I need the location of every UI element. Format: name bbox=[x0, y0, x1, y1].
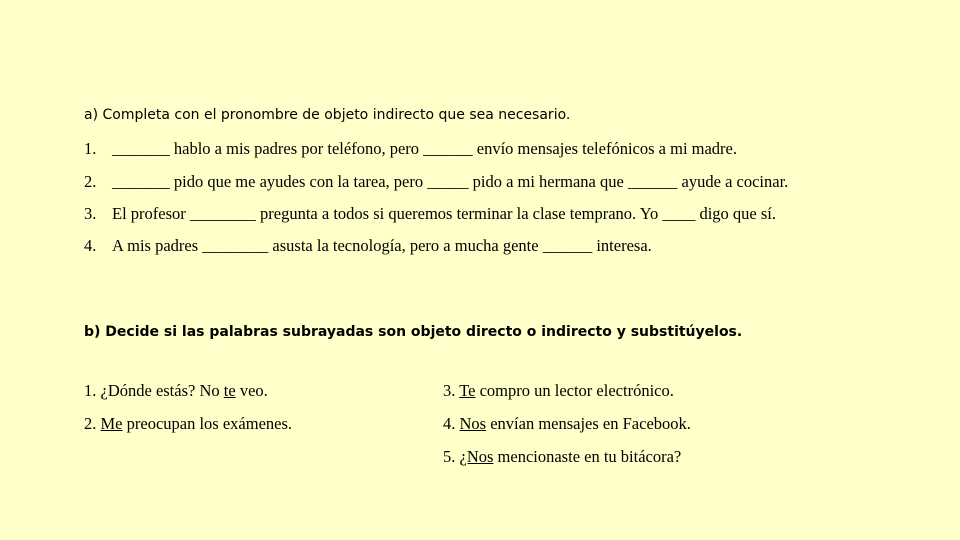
exercise-b-item bbox=[84, 414, 292, 434]
item-prefix: 3. bbox=[443, 381, 460, 400]
item-text: _______ pido que me ayudes con la tarea, pero _____ pido a mi hermana que ______ ayude a cocinar. bbox=[112, 172, 789, 191]
item-text: _______ hablo a mis padres por teléfono, pero ______ envío mensajes telefónicos a mi madre. bbox=[112, 139, 738, 158]
item-prefix: 2. bbox=[84, 414, 101, 433]
exercise-a-item bbox=[84, 172, 788, 192]
underlined-word: te bbox=[223, 381, 236, 400]
item-prefix: 4. bbox=[443, 414, 460, 433]
item-number: 4. bbox=[84, 236, 97, 255]
exercise-a-item bbox=[84, 204, 776, 224]
item-suffix: veo. bbox=[235, 381, 268, 400]
exercise-b-item bbox=[443, 447, 681, 467]
item-prefix: 1. ¿Dónde estás? No bbox=[84, 381, 224, 400]
underlined-word: Nos bbox=[459, 414, 487, 433]
item-number: 1. bbox=[84, 139, 97, 158]
item-text: El profesor ________ pregunta a todos si queremos terminar la clase temprano. Yo ____ digo que sí. bbox=[112, 204, 776, 223]
item-number: 2. bbox=[84, 172, 97, 191]
section-b-heading: b) Decide si las palabras subrayadas son objeto directo o indirecto y substitúyelos. bbox=[84, 324, 743, 340]
exercise-b-item bbox=[443, 414, 691, 434]
section-a-heading bbox=[84, 107, 570, 123]
item-text: A mis padres ________ asusta la tecnología, pero a mucha gente ______ interesa. bbox=[112, 236, 652, 255]
item-suffix: compro un lector electrónico. bbox=[475, 381, 674, 400]
item-prefix: 5. bbox=[443, 447, 460, 466]
item-number: 3. bbox=[84, 204, 97, 223]
item-suffix: preocupan los exámenes. bbox=[122, 414, 293, 433]
exercise-a-item bbox=[84, 139, 737, 159]
section-a-heading-text: a) Completa con el pronombre de objeto indirecto que sea necesario. bbox=[84, 107, 571, 123]
item-suffix: envían mensajes en Facebook. bbox=[486, 414, 691, 433]
exercise-a-item bbox=[84, 236, 652, 256]
underlined-word: Me bbox=[100, 414, 123, 433]
item-suffix: mencionaste en tu bitácora? bbox=[493, 447, 682, 466]
exercise-b-item bbox=[443, 381, 674, 401]
exercise-b-item bbox=[84, 381, 268, 401]
underlined-word: Te bbox=[459, 381, 476, 400]
underlined-word: ¿Nos bbox=[459, 447, 494, 466]
